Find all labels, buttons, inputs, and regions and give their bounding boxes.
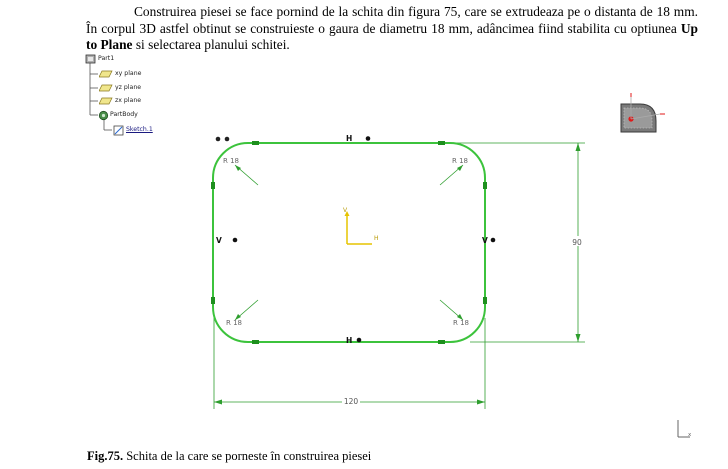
height-dimension-value: 90 bbox=[572, 238, 582, 247]
paragraph-line-3-end: si selectarea planului schitei. bbox=[132, 37, 290, 52]
paragraph-line-1: Construirea piesei se face pornind de la schita din figura 75, care se extrudeaza pe o distanta de bbox=[134, 4, 653, 19]
horizontal-constraint-top[interactable] bbox=[346, 134, 370, 143]
tree-item-yz-plane[interactable]: yz plane bbox=[115, 84, 142, 91]
v-axis-label: V bbox=[343, 207, 348, 214]
axis-triad-icon bbox=[678, 420, 692, 438]
paragraph-line-3-start: stabilita cu optiunea bbox=[567, 20, 681, 36]
radius-label: R 18 bbox=[453, 319, 469, 327]
height-dimension[interactable] bbox=[450, 143, 585, 342]
vertical-constraint-right[interactable] bbox=[482, 236, 495, 245]
radius-dimension-top-right[interactable] bbox=[440, 157, 468, 185]
constraint-label: H bbox=[346, 134, 353, 143]
radius-dimension-bottom-right[interactable] bbox=[440, 300, 469, 327]
radius-dimension-top-left[interactable] bbox=[223, 157, 258, 185]
tree-item-xy-plane[interactable]: xy plane bbox=[115, 70, 142, 77]
constraint-indicator-icon bbox=[216, 137, 230, 142]
radius-label: R 18 bbox=[223, 157, 239, 165]
compass-icon[interactable] bbox=[621, 93, 665, 132]
h-axis-label: H bbox=[374, 235, 379, 242]
svg-text:x: x bbox=[688, 432, 692, 438]
constraint-label: H bbox=[346, 336, 353, 345]
sketch-origin-axes[interactable] bbox=[343, 207, 379, 244]
constraint-label: V bbox=[482, 236, 488, 245]
radius-dimension-bottom-left[interactable] bbox=[226, 300, 258, 327]
radius-label: R 18 bbox=[452, 157, 468, 165]
figure-caption-text: Schita de la care se porneste în construirea piesei bbox=[123, 449, 372, 463]
tree-item-zx-plane[interactable]: zx plane bbox=[115, 97, 142, 104]
tangency-points bbox=[211, 141, 487, 344]
vertical-constraint-left[interactable] bbox=[216, 236, 237, 245]
figure-label: Fig.75. bbox=[87, 449, 124, 463]
up-to-plane-option: Up to Plane bbox=[86, 20, 699, 52]
tree-item-part1[interactable]: Part1 bbox=[98, 55, 115, 62]
horizontal-constraint-bottom[interactable] bbox=[346, 336, 361, 345]
sketch-profile[interactable] bbox=[213, 143, 485, 342]
width-dimension[interactable] bbox=[214, 318, 485, 409]
radius-label: R 18 bbox=[226, 319, 242, 327]
constraint-label: V bbox=[216, 236, 222, 245]
width-dimension-value: 120 bbox=[343, 397, 359, 406]
figure-caption bbox=[87, 449, 371, 464]
paragraph-line-2: 18 mm. În corpul 3D astfel obtinut se construieste o gaura de diametru 18 mm, adâncimea fiind bbox=[86, 4, 698, 36]
tree-item-partbody[interactable]: PartBody bbox=[110, 111, 138, 118]
tree-item-sketch1[interactable]: Sketch.1 bbox=[126, 126, 153, 133]
